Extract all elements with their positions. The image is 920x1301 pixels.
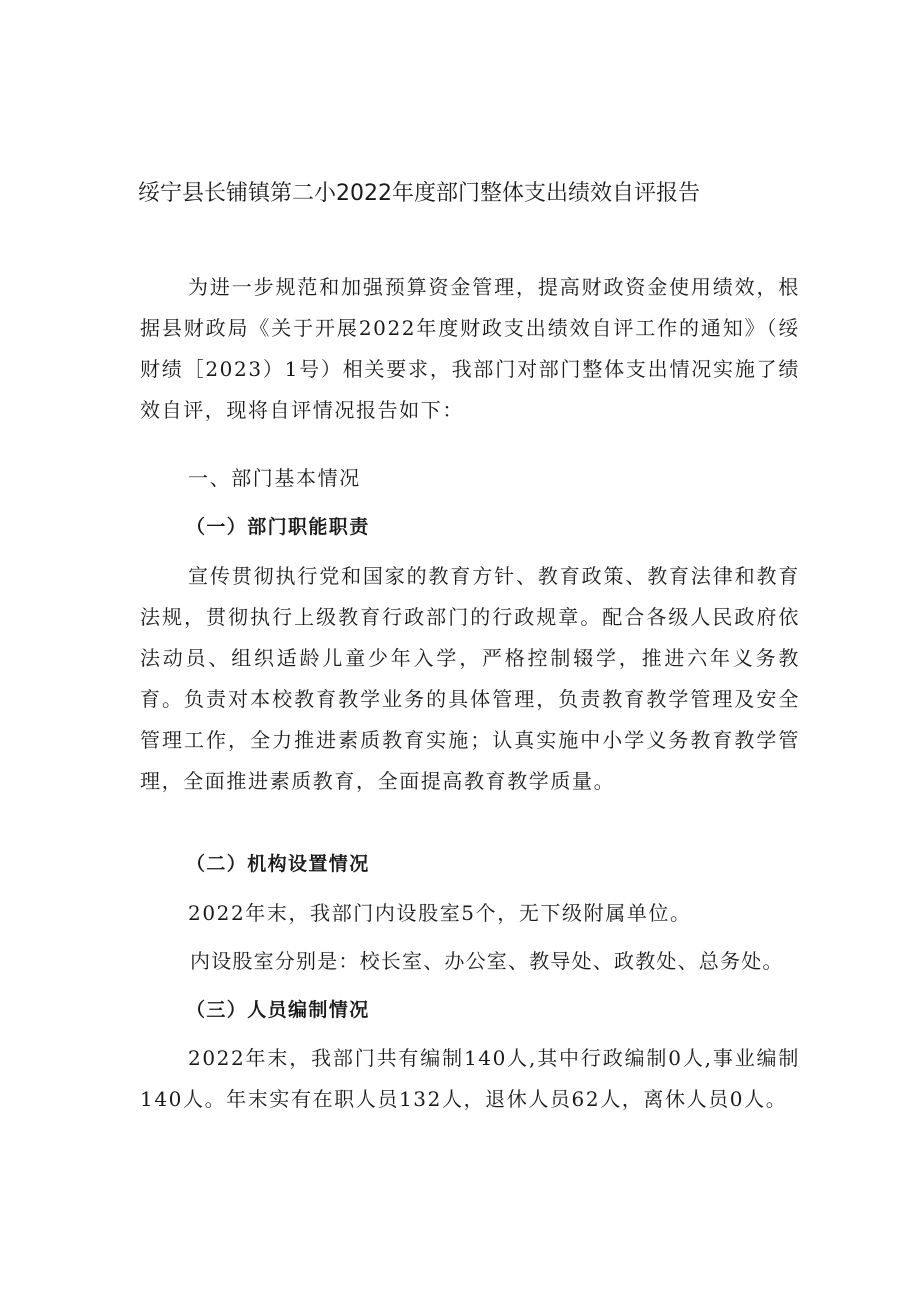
intro-paragraph: 为进一步规范和加强预算资金管理，提高财政资金使用绩效，根据县财政局《关于开展2022年度财政支出绩效自评工作的通知》（绥财绩［2023）1号）相关要求，我部门对部门整体支出情况实施了绩效自评，现将自评情况报告如下： <box>140 275 800 422</box>
organization-line-1: 2022年末，我部门内设股室5个，无下级附属单位。 <box>188 901 692 925</box>
functions-paragraph: 宣传贯彻执行党和国家的教育方针、教育政策、教育法律和教育法规，贯彻执行上级教育行政部门的行政规章。配合各级人民政府依法动员、组织适龄儿童少年入学，严格控制辍学，推进六年义务教育。负责对本校教育教学业务的具体管理，负责教育教学管理及安全管理工作，全力推进素质教育实施；认真实施中小学义务教育教学管理，全面推进素质教育，全面提高教育教学质量。 <box>140 564 800 793</box>
subheading-organization: （二）机构设置情况 <box>186 853 370 875</box>
subheading-functions: （一）部门职能职责 <box>186 516 370 538</box>
document-title: 绥宁县长铺镇第二小2022年度部门整体支出绩效自评报告 <box>138 181 700 206</box>
staffing-paragraph: 2022年末，我部门共有编制140人,其中行政编制0人,事业编制140人。年末实有在职人员132人，退休人员62人，离休人员0人。 <box>140 1046 800 1111</box>
subheading-staffing: （三）人员编制情况 <box>186 999 370 1021</box>
organization-line-2: 内设股室分别是：校长室、办公室、教导处、政教处、总务处。 <box>190 949 784 973</box>
section-heading-basic-info: 一、部门基本情况 <box>188 466 361 490</box>
